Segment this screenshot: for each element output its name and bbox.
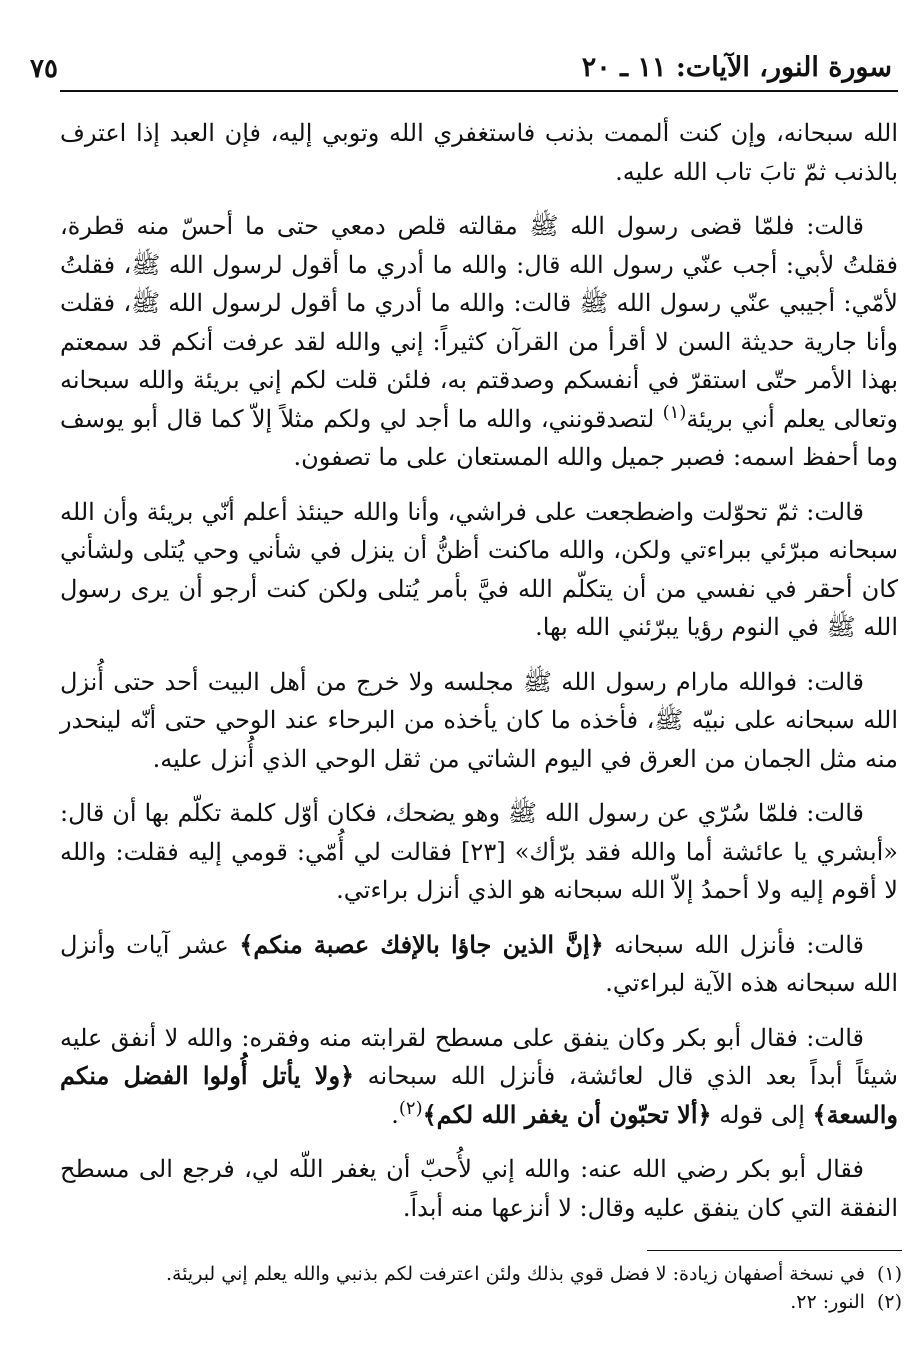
paragraph-text: إلى قوله — [711, 1100, 813, 1129]
paragraph — [60, 794, 898, 910]
paragraph — [60, 207, 898, 477]
paragraph-text: قالت: فلمّا قضى رسول الله ﷺ مقالته قلص دمعي حتى ما أحسّ منه قطرة، فقلتُ لأبي: أجب عنّي رسول الله قال: والله ما أدري ما أقول لرسول الله ﷺ، فقلتُ لأمّي: أجيبي عنّي رسول الله ﷺ قالت: والله ما أدري ما أقول لرسول الله ﷺ، فقلت وأنا جارية حديثة السن لا أقرأ من القرآن كثيراً: إني والله لقد عرفت أنكم قد سمعتم بهذا الأمر حتّى استقرّ في أنفسكم وصدقتم به، فلئن قلت لكم إني بريئة والله سبحانه وتعالى يعلم أني بريئة — [60, 212, 898, 433]
quran-quote: ﴿إنَّ الذين جاؤا بالإفك عصبة منكم﴾ — [239, 929, 604, 959]
footnote-marker[interactable]: (١) — [662, 401, 687, 423]
paragraph — [60, 114, 898, 191]
paragraph — [60, 1019, 898, 1135]
footnote-number: (١) — [876, 1263, 902, 1285]
paragraph-text: قالت: فوالله مارام رسول الله ﷺ مجلسه ولا خرج من أهل البيت أحد حتى أُنزل الله سبحانه على نبيّه ﷺ، فأخذه ما كان يأخذه من البرحاء عند الوحي حتى أنّه لينحدر منه مثل الجمان من العرق في اليوم الشاتي من ثقل الوحي الذي أُنزل عليه. — [60, 667, 898, 773]
paragraph — [60, 926, 898, 1003]
paragraph-text: قالت: فقال أبو بكر وكان ينفق على مسطح لقرابته منه وفقره: والله لا أنفق عليه شيئاً أبداً بعد الذي قال لعائشة، فأنزل الله سبحانه — [60, 1023, 898, 1090]
paragraph-text: . — [391, 1100, 399, 1129]
paragraph-text: الله سبحانه، وإن كنت ألممت بذنب فاستغفري الله وتوبي إليه، فإن العبد إذا اعترف بالذنب ثمّ تابَ تاب الله عليه. — [60, 119, 898, 186]
footnote — [70, 1260, 902, 1288]
footnote-number: (٢) — [876, 1291, 902, 1313]
running-title: سورة النور، الآيات: ١١ ـ ٢٠ — [581, 52, 892, 83]
paragraph-text: فقال أبو بكر رضي الله عنه: والله إني لأُحبّ أن يغفر اللّه لي، فرجع الى مسطح النفقة التي كان ينفق عليه وقال: لا أنزعها منه أبداً. — [60, 1155, 898, 1222]
footnote — [70, 1288, 902, 1316]
footnote-text: في نسخة أصفهان زيادة: لا فضل قوي بذلك ولئن اعترفت لكم بذنبي والله يعلم إني لبريئة. — [165, 1263, 865, 1285]
quran-quote: ﴿ولا يأتل أُولوا الفضل منكم والسعة﴾ — [60, 1061, 898, 1129]
footnotes — [70, 1260, 902, 1316]
footnote-text: النور: ٢٢. — [790, 1291, 865, 1313]
footnote-divider — [647, 1250, 902, 1251]
page — [30, 46, 898, 1243]
paragraph-text: قالت: ثمّ تحوّلت واضطجعت على فراشي، وأنا والله حينئذ أعلم أنّي بريئة وأن الله سبحانه مبرّئي ببراءتي ولكن، والله ماكنت أظنُّ أن ينزل في شأني وحي يُتلى ولشأني كان أحقر في نفسي من أن يتكلّم الله فيَّ بأمر يُتلى ولكن كنت أرجو أن يرى رسول الله ﷺ في النوم رؤيا يبرّئني الله بها. — [60, 497, 898, 641]
paragraph — [60, 1150, 898, 1227]
quran-quote: ﴿ألا تحبّون أن يغفر الله لكم﴾ — [422, 1099, 712, 1129]
paragraph-text: عشر آيات وأنزل الله سبحانه هذه الآية لبراءتي. — [60, 930, 898, 997]
paragraph-text: قالت: فأنزل الله سبحانه — [603, 930, 865, 959]
page-header — [30, 46, 898, 92]
paragraph-text: قالت: فلمّا سُرّي عن رسول الله ﷺ وهو يضحك، فكان أوّل كلمة تكلّم بها أن قال: «أبشري يا عائشة أما والله فقد برّأك» [٢٣] فقالت لي أُمّي: قومي إليه فقلت: والله لا أقوم إليه ولا أحمدُ إلاّ الله سبحانه هو الذي أنزل براءتي. — [60, 799, 898, 904]
page-number: ٧٥ — [30, 54, 58, 84]
paragraph-text: لتصدقونني، والله ما أجد لي ولكم مثلاً إلاّ كما قال أبو يوسف وما أحفظ اسمه: فصبر جميل والله المستعان على ما تصفون. — [60, 404, 898, 471]
paragraph — [60, 663, 898, 779]
main-text — [60, 114, 898, 1227]
footnote-marker[interactable]: (٢) — [398, 1097, 423, 1119]
paragraph — [60, 493, 898, 647]
